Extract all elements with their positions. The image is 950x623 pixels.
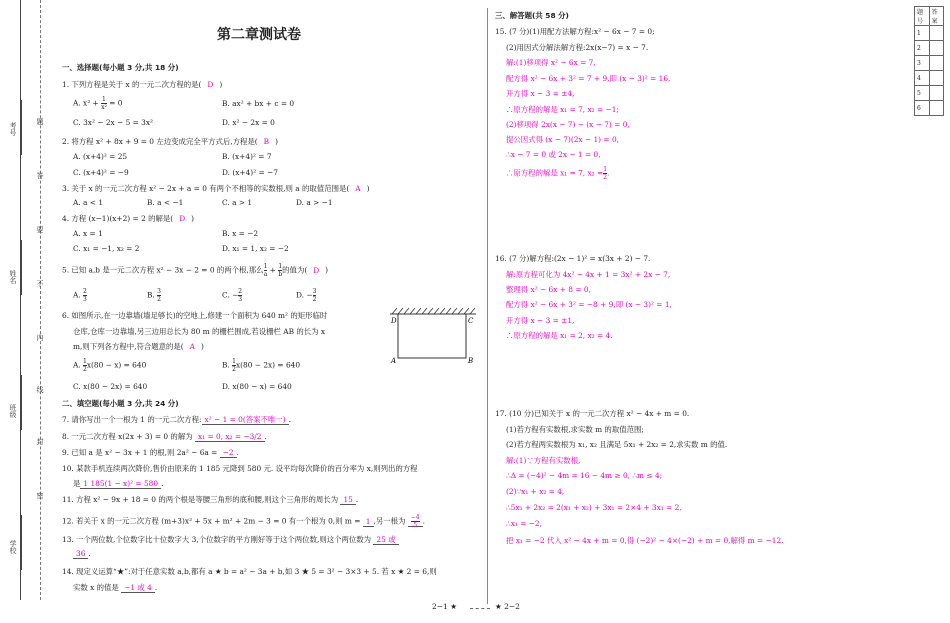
fence — [398, 314, 466, 358]
q13-answer1[interactable]: 25 或 — [373, 535, 398, 545]
footer-page-right: ★ 2−2 — [495, 602, 520, 611]
q6-stem-line2: 仓库,仓库一边靠墙,另三边用总长为 80 m 的栅栏围成,若设栅栏 AB 的长为 x — [73, 327, 326, 336]
exam-no-label: 考号 — [9, 122, 17, 136]
q17-solution: ∴x₁ = −2, — [506, 519, 542, 528]
q15-solution: ∴x − 7 = 0 或 2x − 1 = 0, — [506, 150, 601, 159]
q3-option-a: A. a < 1 — [73, 198, 104, 207]
class-label: 班级 — [9, 404, 17, 418]
q6-stem-line3: m,则下列各方程中,符合题意的是( A ) — [73, 342, 204, 351]
sheet-answer-cell[interactable] — [929, 56, 944, 71]
label-B: B — [468, 357, 474, 365]
q13-answer2[interactable]: 36 — [73, 549, 88, 559]
q5-option-b: B. $\frac{3}{2}$ — [147, 288, 161, 303]
warning-char: 题 — [36, 118, 44, 125]
label-D: D — [391, 317, 397, 325]
q16-solution: 整理得 x² − 6x + 8 = 0, — [506, 285, 591, 294]
q6-answer: A — [189, 342, 196, 351]
q6-option-c: C. x(80 − 2x) = 640 — [73, 382, 148, 391]
sheet-answer-cell[interactable] — [929, 26, 944, 41]
q17-line2: (1)若方程有实数根,求实数 m 的取值范围; — [506, 425, 644, 434]
q2-option-a: A. (x+4)² = 25 — [73, 152, 128, 161]
sheet-row-num: 6 — [915, 101, 930, 116]
warning-char: 线 — [36, 386, 44, 393]
q5-answer: D — [313, 265, 320, 275]
q5-option-c: C. − $\frac{2}{3}$ — [222, 288, 243, 303]
q10-line2: 是 1 185(1 − x)² = 580 . — [73, 479, 164, 488]
q15-line1: 15. (7 分)(1)用配方法解方程:x² − 6x − 7 = 0; — [495, 27, 655, 36]
q3-answer: A — [355, 184, 361, 193]
q14-answer[interactable]: −1 或 4 — [121, 583, 155, 593]
name-blank[interactable] — [21, 240, 23, 295]
q4-option-b: B. x = −2 — [222, 229, 259, 238]
exam-no-blank[interactable] — [21, 100, 23, 155]
warning-char: 封 — [36, 438, 44, 445]
q17-solution: ∴5x₁ + 2x₂ = 2(x₁ + x₂) + 3x₁ = 2×4 + 3x₁ = 2, — [506, 503, 682, 512]
q8-answer[interactable]: x₁ = 0, x₂ = −3/2 — [195, 432, 265, 442]
warning-char: 密 — [36, 492, 44, 499]
sheet-row-num: 3 — [915, 56, 930, 71]
q6-option-b: B. $\frac{1}{2}$ x(80 − 2x) = 640 — [222, 358, 301, 373]
sheet-row-num: 2 — [915, 41, 930, 56]
q16-solution: 开方得 x − 3 = ±1, — [506, 316, 575, 325]
warning-char: 内 — [36, 334, 44, 341]
q12-answer1[interactable]: 1 — [363, 517, 374, 527]
q3-option-c: C. a > 1 — [222, 198, 253, 207]
q4-option-c: C. x₁ = −1, x₂ = 2 — [73, 244, 140, 253]
q10-answer[interactable]: 1 185(1 − x)² = 580 — [80, 479, 161, 489]
q2-stem: 2. 将方程 x² + 8x + 9 = 0 左边变成完全平方式后,方程是( B ) — [62, 137, 278, 146]
page-title: 第二章测试卷 — [217, 27, 301, 43]
binding-line — [20, 0, 21, 600]
q4-option-a: A. x = 1 — [73, 229, 103, 238]
footer-dashes — [470, 602, 490, 611]
q17-solution: (2)∵x₁ + x₂ = 4, — [506, 487, 565, 496]
q3-option-d: D. a > −1 — [296, 198, 333, 207]
q16-solution: 解:原方程可化为 4x² − 4x + 1 = 3x² + 2x − 7, — [506, 270, 671, 279]
q8: 8. 一元二次方程 x(2x + 3) = 0 的解为 x₁ = 0, x₂ = −3/2 . — [62, 432, 267, 441]
sheet-answer-cell[interactable] — [929, 41, 944, 56]
warning-char: 不 — [36, 280, 44, 287]
q12-answer2[interactable]: $\frac{-4}{5}$ — [408, 517, 423, 527]
q6-figure — [388, 306, 478, 368]
sheet-row-num: 1 — [915, 26, 930, 41]
sheet-row-num: 5 — [915, 86, 930, 101]
q15-solution-final: ∴原方程的解是 x₁ = 7, x₂ = $\frac{1}{2}$ . — [506, 166, 610, 181]
footer-page-left: 2−1 ★ — [432, 602, 457, 611]
section-fill-heading: 二、填空题(每小题 3 分,共 24 分) — [62, 399, 179, 408]
q5-stem: 5. 已知 a,b 是一元二次方程 x² − 3x − 2 = 0 的两个根,那么 $\frac{1}{a}$ + $\frac{1}{b}$ 的值为( D ) — [62, 263, 329, 278]
q14-line2: 实数 x 的值是 −1 或 4 . — [73, 583, 158, 592]
q1-option-c: C. 3x² − 2x − 5 = 3x² — [73, 118, 154, 127]
q11-answer[interactable]: 15 — [340, 495, 355, 505]
q15-line2: (2)用因式分解法解方程:2x(x−7) = x − 7. — [506, 43, 649, 52]
q10-line1: 10. 某款手机连续两次降价,售价由原来的 1 185 元降到 580 元. 设平均每次降价的百分率为 x,则列出的方程 — [62, 464, 418, 473]
q1-option-d: D. x² − 2x = 0 — [222, 118, 275, 127]
sheet-header-ans: 答案 — [929, 7, 944, 26]
q2-option-c: C. (x+4)² = −9 — [73, 168, 129, 177]
q13-line1: 13. 一个两位数,个位数字比十位数字大 3,个位数字的平方刚好等于这个两位数,则这个两位数为 25 或 — [62, 534, 399, 545]
sheet-row-num: 4 — [915, 71, 930, 86]
q15-solution: 解:(1)移项得 x² − 6x = 7, — [506, 58, 596, 67]
q13-line2: 36 . — [73, 549, 91, 558]
q4-stem: 4. 方程 (x−1)(x+2) = 2 的解是( D ) — [62, 214, 195, 223]
section-choice-heading: 一、选择题(每小题 3 分,共 18 分) — [62, 63, 179, 72]
answer-sheet — [914, 6, 944, 116]
section-answer-heading: 三、解答题(共 58 分) — [495, 11, 569, 20]
name-label: 姓名 — [9, 270, 17, 284]
sheet-answer-cell[interactable] — [929, 71, 944, 86]
q7-answer[interactable]: x² − 1 = 0(答案不唯一) — [202, 415, 289, 425]
q4-answer: D — [179, 214, 186, 223]
q1-answer: D — [207, 80, 214, 89]
q6-option-a: A. $\frac{1}{2}$ x(80 − x) = 640 — [73, 358, 147, 373]
label-A: A — [391, 357, 397, 365]
column-divider — [487, 8, 488, 604]
q3-option-b: B. a < −1 — [147, 198, 184, 207]
q15-solution: (2)移项得 2x(x − 7) − (x − 7) = 0, — [506, 120, 630, 129]
q14-line1: 14. 现定义运算“★”:对于任意实数 a,b,都有 a ★ b = a² − 3a + b,如 3 ★ 5 = 3² − 3×3 + 5. 若 x ★ 2 = 6,则 — [62, 567, 437, 576]
q15-solution: 开方得 x − 3 = ±4, — [506, 89, 575, 98]
q15-solution: 提公因式得 (x − 7)(2x − 1) = 0, — [506, 135, 620, 144]
sheet-answer-cell[interactable] — [929, 86, 944, 101]
q15-solution: 配方得 x² − 6x + 3² = 7 + 9,即 (x − 3)² = 16, — [506, 74, 671, 83]
q7: 7. 请你写出一个一根为 1 的一元二次方程: x² − 1 = 0(答案不唯一) . — [62, 415, 291, 424]
q17-solution: 把 x₁ = −2 代入 x² − 4x + m = 0,得 (−2)² − 4×(−2) + m = 0,解得 m = −12. — [506, 536, 784, 545]
label-C: C — [468, 317, 474, 325]
q2-answer: B — [263, 137, 270, 146]
warning-char: 答 — [36, 172, 44, 179]
q5-option-a: A. $\frac{2}{3}$ — [73, 288, 87, 303]
q4-option-d: D. x₁ = 1, x₂ = −2 — [222, 244, 289, 253]
binding-strip — [0, 0, 55, 623]
sheet-answer-cell[interactable] — [929, 101, 944, 116]
q16-solution: 配方得 x² − 6x + 3² = −8 + 9,即 (x − 3)² = 1, — [506, 300, 672, 309]
q9-answer[interactable]: −2 — [220, 448, 237, 458]
q1-stem: 1. 下列方程是关于 x 的一元二次方程的是( D ) — [62, 80, 223, 89]
q16-line1: 16. (7 分)解方程:(2x − 1)² = x(3x + 2) − 7. — [495, 254, 651, 263]
q2-option-b: B. (x+4)² = 7 — [222, 152, 272, 161]
wall-hatch — [392, 308, 475, 314]
school-label: 学校 — [9, 540, 17, 554]
q6-stem-line1: 6. 如图所示,在一边靠墙(墙足够长)的空地上,修建一个面积为 640 m² 的矩形临时 — [62, 311, 328, 320]
seal-line — [40, 0, 41, 600]
q17-line1: 17. (10 分)已知关于 x 的一元二次方程 x² − 4x + m = 0. — [495, 409, 690, 418]
warning-char: 要 — [36, 226, 44, 233]
school-blank[interactable] — [21, 515, 23, 570]
q6-option-d: D. x(80 − x) = 640 — [222, 382, 292, 391]
q17-solution: ∴Δ = (−4)² − 4m = 16 − 4m ≥ 0, ∴m ≤ 4; — [506, 471, 663, 480]
q15-solution: ∴原方程的解是 x₁ = 7, x₂ = −1; — [506, 105, 619, 114]
q11: 11. 方程 x² − 9x + 18 = 0 的两个根是等腰三角形的底和腰,则这个三角形的周长为 15 . — [62, 495, 359, 504]
q16-solution: ∴原方程的解是 x₁ = 2, x₂ = 4. — [506, 331, 613, 340]
q12: 12. 若关于 x 的一元二次方程 (m+3)x² + 5x + m² + 2m − 3 = 0 有一个根为 0,则 m = 1 ,另一根为 $\frac{-4}{5}$ . — [62, 514, 425, 529]
q3-stem: 3. 关于 x 的一元二次方程 x² − 2x + a = 0 有两个不相等的实数根,则 a 的取值范围是( A ) — [62, 184, 370, 193]
q17-line3: (2)若方程两实数根为 x₁, x₂ 且满足 5x₁ + 2x₂ = 2,求实数 m 的值. — [506, 440, 728, 449]
q17-solution: 解:(1)∵方程有实数根, — [506, 456, 581, 465]
q9: 9. 已知 a 是 x² − 3x + 1 的根,则 2a² − 6a = −2 . — [62, 448, 239, 457]
q2-option-d: D. (x+4)² = −7 — [222, 168, 278, 177]
sheet-header-num: 题号 — [915, 7, 930, 26]
q5-option-d: D. − $\frac{3}{2}$ — [296, 288, 317, 303]
class-blank[interactable] — [21, 375, 23, 430]
q1-option-a: A. x² + $\frac{1}{\text{x²}}$ = 0 — [73, 96, 123, 111]
q1-option-b: B. ax² + bx + c = 0 — [222, 99, 295, 108]
